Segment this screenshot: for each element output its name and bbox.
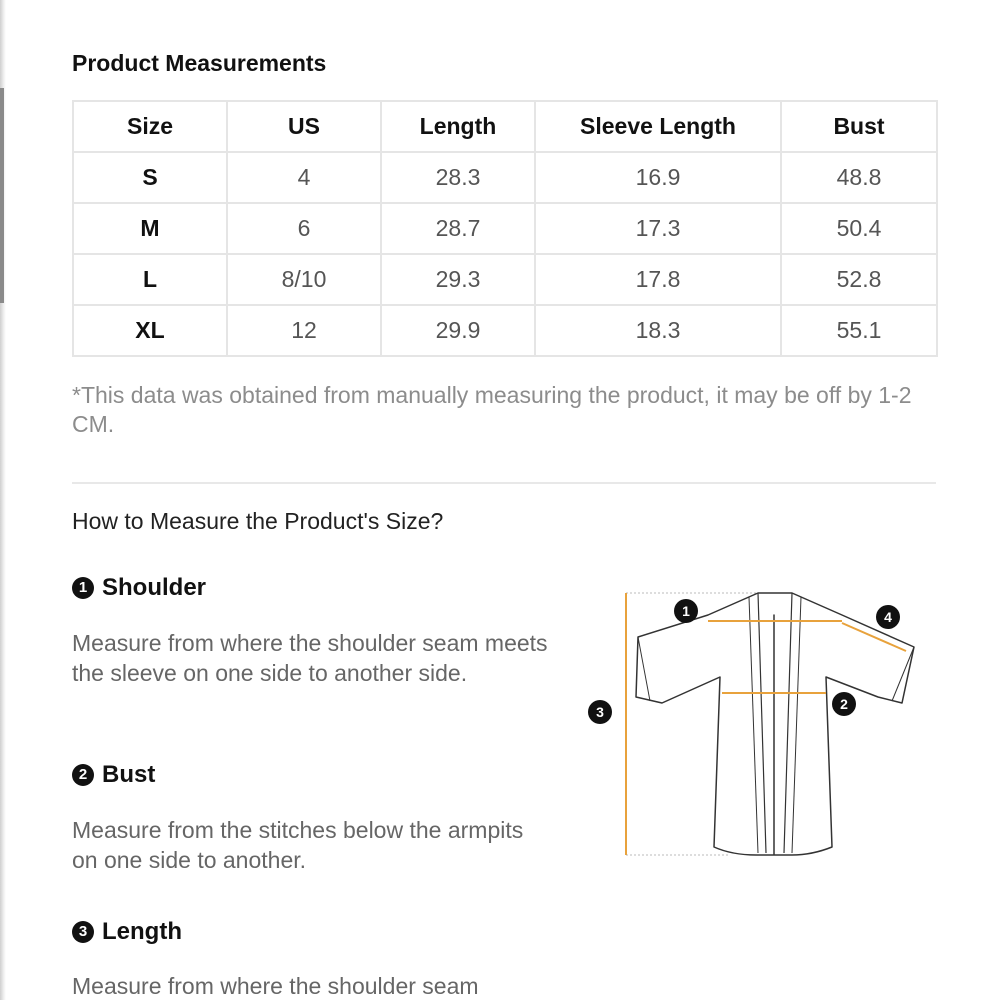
how-to-measure-heading: How to Measure the Product's Size?: [72, 508, 444, 534]
kimono-cardigan-diagram: [580, 585, 925, 865]
header-bust: Bust: [781, 101, 937, 152]
section-title: Bust: [102, 761, 156, 788]
cell-length: 28.7: [381, 203, 535, 254]
cell-bust: 48.8: [781, 152, 937, 203]
section-bust-text: Measure from the stitches below the armpits on one side to another.: [72, 817, 524, 873]
cell-sleeve-length: 17.3: [535, 203, 781, 254]
section-length-heading: [72, 918, 182, 946]
number-two-icon: 2: [72, 764, 94, 786]
marker-2-icon: [832, 692, 856, 716]
cell-us: 4: [227, 152, 381, 203]
section-bust-heading: [72, 761, 155, 789]
cell-us: 8/10: [227, 254, 381, 305]
cell-bust: 55.1: [781, 305, 937, 356]
cell-us: 6: [227, 203, 381, 254]
cell-sleeve-length: 18.3: [535, 305, 781, 356]
svg-text:1: 1: [682, 603, 690, 619]
header-size: Size: [73, 101, 227, 152]
table-row: [73, 152, 937, 203]
cell-length: 29.9: [381, 305, 535, 356]
marker-3-icon: [588, 700, 612, 724]
table-row: [73, 305, 937, 356]
table-header-row: [73, 101, 937, 152]
number-three-icon: 3: [72, 921, 94, 943]
cell-size: L: [73, 254, 227, 305]
number-one-icon: 1: [72, 577, 94, 599]
table-row: [73, 203, 937, 254]
cell-sleeve-length: 17.8: [535, 254, 781, 305]
table-row: [73, 254, 937, 305]
cell-size: S: [73, 152, 227, 203]
marker-1-icon: [674, 599, 698, 623]
header-sleeve-length: Sleeve Length: [535, 101, 781, 152]
cell-size: M: [73, 203, 227, 254]
svg-text:2: 2: [840, 696, 848, 712]
cell-us: 12: [227, 305, 381, 356]
cell-length: 28.3: [381, 152, 535, 203]
cell-size: XL: [73, 305, 227, 356]
section-title: Shoulder: [102, 574, 207, 601]
cell-bust: 52.8: [781, 254, 937, 305]
page-title: Product Measurements: [72, 50, 327, 76]
section-shoulder-heading: [72, 574, 206, 602]
svg-text:4: 4: [884, 609, 892, 625]
marker-4-icon: [876, 605, 900, 629]
window-left-edge-shadow: [0, 88, 4, 303]
cell-bust: 50.4: [781, 203, 937, 254]
measurements-table: [72, 100, 938, 357]
cell-sleeve-length: 16.9: [535, 152, 781, 203]
section-length-text: Measure from where the shoulder seam: [72, 973, 479, 999]
section-divider: [72, 482, 936, 484]
header-length: Length: [381, 101, 535, 152]
header-us: US: [227, 101, 381, 152]
cell-length: 29.3: [381, 254, 535, 305]
section-shoulder-text: Measure from where the shoulder seam meets the sleeve on one side to another side.: [72, 630, 548, 686]
svg-text:3: 3: [596, 704, 604, 720]
measurement-disclaimer: *This data was obtained from manually measuring the product, it may be off by 1-2 CM.: [72, 382, 912, 437]
garment-outline: [636, 593, 914, 855]
section-title: Length: [102, 918, 182, 945]
